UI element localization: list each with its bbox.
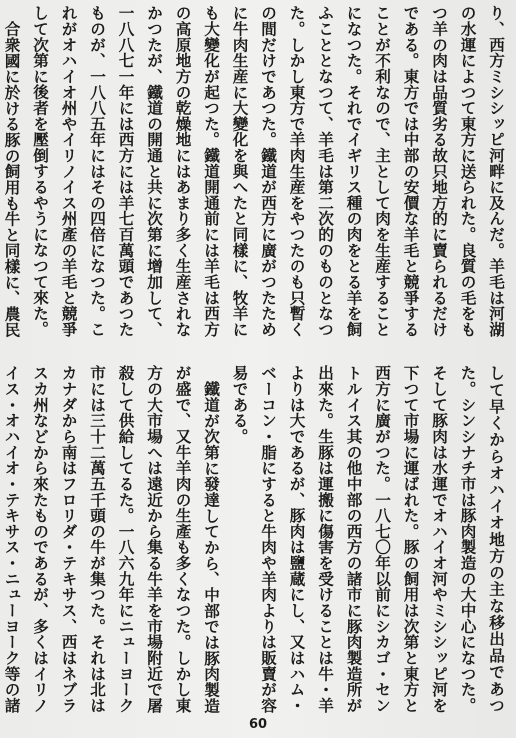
page-number: 60 xyxy=(248,717,268,732)
paragraph: 合衆國に於ける豚の飼用も牛と同樣に、農民 xyxy=(2,20,22,337)
paragraph: り、西方ミシシッピ河畔に及んだ。羊毛は河湖の水運によつて東方に送られた。良質の毛をもつ羊の肉は品質劣る故只地方的に賣られるだけである。東方では中部の安價な羊毛と競爭することが不利なので、主として肉を生産することになつた。それでイギリス種の肉をとる羊を飼ふこととなつて、羊毛は第二次的のものとなつた。しかし東方で羊肉生産をやつたのも只暫くの間だけであつた。鐵道が西方に廣がつたために牛肉生産に大變化を與へたと同樣に、牧羊にも大變化が起つた。鐵道開通前には羊毛は西方の高原地方の乾燥地にはあまり多く生産されなかつたが、鐵道の開通と共に次第に增加して、一八八七一年には西方には羊七百萬頭であつたものが、一八八五年にはその四倍になつた。これがオハイオ州やイリノイス州產の羊毛と競爭して次第に後者を壓倒するやうになつて來た。 xyxy=(31,5,506,337)
top-text-block xyxy=(2,5,510,337)
paragraph: して早くからオハイオ地方の主な移出品であつた。シンシナチ市は豚肉製造の大中心になつた。そして豚肉は水運でオハイオ河やミシシッピ河を下つて市場に運ばれた。豚の飼用は次第と東方と西方に廣がつた。一八七〇年以前にシカゴ・セントルイス其の他中部の西方の諸市に豚肉製造所が出來た。生豚は運搬に傷害を受けることは牛・羊よりは大であるが、豚肉は鹽蔵にし、又はハム・ベーコン・脂にすると牛肉や羊肉よりは販賣が容易である。 xyxy=(230,365,506,713)
paragraph: 鐵道が次第に發達してから、中部では豚肉製造が盛で、又牛羊肉の生產も多くなつた。しかし東方の大市場へは遠近から集る牛羊を市場附近で屠殺して供給してるた。一八六九年にニューヨーク市には三十二萬五千頭の牛が集つた。それは北はカナダから南はフロリダ・テキサス、西はネブラスカ州などから來たものであるが、多くはイリノイス・オハイオ・テキサス・ニューヨーク等の諸 xyxy=(2,365,221,713)
bottom-text-block xyxy=(2,365,510,713)
